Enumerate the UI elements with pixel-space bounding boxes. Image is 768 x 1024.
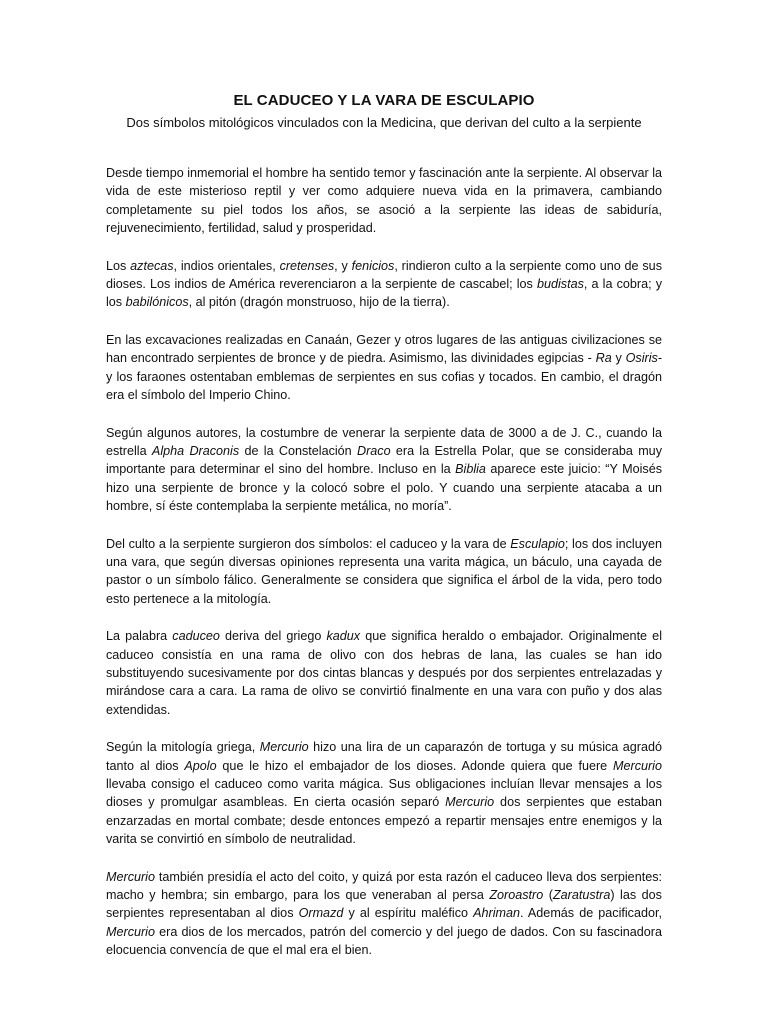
- document-body: [106, 164, 662, 959]
- italic-term: babilónicos: [125, 295, 189, 310]
- text-run: ; los dos incluyen una vara, que según diversas opiniones representa una varita mágica, un báculo, una cayada de pastor o un símbolo fálico. Generalmente se considera que significa el árbol de la vida, pero todo esto pertenece a la mitología.: [106, 536, 663, 606]
- text-run: Los: [106, 258, 131, 273]
- body-paragraph: [106, 627, 662, 718]
- body-paragraph: [106, 535, 662, 608]
- text-run: dos serpientes que estaban enzarzadas en mortal combate; desde entonces empezó a repartir mensajes entre enemigos y la varita se convirtió en símbolo de neutralidad.: [106, 795, 663, 846]
- document-page: [106, 92, 662, 979]
- italic-term: Mercurio: [106, 924, 155, 939]
- document-subtitle: Dos símbolos mitológicos vinculados con la Medicina, que derivan del culto a la serpiente: [126, 115, 642, 130]
- text-run: Según algunos autores, la costumbre de venerar la serpiente data de 3000 a de J. C., cuando la estrella: [106, 425, 662, 459]
- italic-term: fenicios: [351, 258, 395, 273]
- text-run: , a la cobra; y los: [106, 276, 662, 310]
- italic-term: cretenses: [279, 258, 335, 273]
- text-run: que significa heraldo o embajador. Originalmente el caduceo consistía en una rama de olivo con dos hebras de lana, las cuales se han ido substituyendo sucesivamente por dos cintas blancas y después por dos serpientes entrelazadas y mirándose cara a cara. La rama de olivo se convirtió finalmente en una vara con puño y dos alas extendidas.: [106, 629, 662, 717]
- italic-term: caduceo: [172, 629, 220, 644]
- text-run: era la Estrella Polar, que se consideraba muy importante para determinar el sino del hombre. Incluso en la: [106, 444, 662, 477]
- italic-term: Zaratustra: [552, 888, 611, 902]
- text-run: que le hizo el embajador de los dioses. Adonde quiera que fuere: [216, 758, 613, 773]
- italic-term: Mercurio: [445, 795, 495, 810]
- body-paragraph: [106, 331, 662, 404]
- text-run: . Además de pacificador,: [520, 906, 662, 921]
- text-run: aparece este juicio: “Y Moisés hizo una serpiente de bronce y la colocó sobre el polo. Y cuando una serpiente atacaba a un hombre, sí éste contemplaba la serpiente metálica, no moría”.: [106, 462, 663, 513]
- text-run: Según la mitología griega,: [106, 740, 260, 755]
- text-run: también presidía el acto del coito, y quizá por esta razón el caduceo lleva dos serpientes: macho y hembra; sin embargo, para los que veneraban al persa: [106, 869, 662, 902]
- text-run: ) las dos serpientes representaban al dios: [106, 888, 662, 921]
- text-run: , y: [334, 258, 352, 273]
- text-run: Del culto a la serpiente surgieron dos símbolos: el caduceo y la vara de: [106, 536, 511, 551]
- italic-term: Apolo: [184, 758, 217, 773]
- text-run: (: [543, 888, 553, 902]
- text-run: hizo una lira de un caparazón de tortuga y su música agradó tanto al dios: [106, 740, 662, 773]
- italic-term: Ra: [595, 351, 612, 366]
- text-run: llevaba consigo el caduceo como varita mágica. Sus obligaciones incluían llevar mensajes a los dioses y promulgar asambleas. En cierta ocasión separó: [106, 777, 662, 810]
- text-run: era dios de los mercados, patrón del comercio y del juego de dados. Con su fascinadora elocuencia convencía de que el mal era el bien.: [106, 924, 662, 957]
- body-paragraph: [106, 424, 662, 515]
- italic-term: Osiris: [625, 351, 658, 366]
- italic-term: Esculapio: [510, 536, 565, 551]
- italic-term: Zoroastro: [489, 888, 544, 902]
- italic-term: Mercurio: [613, 758, 662, 773]
- italic-term: budistas: [536, 276, 584, 291]
- italic-term: Mercurio: [259, 740, 309, 755]
- text-run: , rindieron culto a la serpiente como uno de sus dioses. Los indios de América reverenciaron a la serpiente de cascabel; los: [106, 258, 662, 291]
- text-run: y: [611, 351, 626, 366]
- italic-term: Mercurio: [106, 869, 155, 884]
- italic-term: Biblia: [455, 462, 486, 477]
- text-run: , al pitón (dragón monstruoso, hijo de la tierra).: [188, 295, 450, 310]
- italic-term: Ormazd: [298, 906, 344, 921]
- text-run: deriva del griego: [219, 629, 327, 644]
- italic-term: aztecas: [130, 258, 174, 273]
- body-paragraph: [106, 868, 662, 959]
- text-run: , indios orientales,: [173, 258, 280, 273]
- text-run: - y los faraones ostentaban emblemas de serpientes en sus cofias y tocados. En cambio, el dragón era el símbolo del Imperio Chino.: [106, 351, 663, 402]
- italic-term: kadux: [326, 629, 361, 644]
- italic-term: Ahriman: [473, 906, 521, 921]
- italic-term: Draco: [357, 444, 391, 459]
- body-paragraph: [106, 257, 662, 312]
- italic-term: Alpha Draconis: [151, 444, 240, 459]
- text-run: En las excavaciones realizadas en Canaán, Gezer y otros lugares de las antiguas civilizaciones se han encontrado serpientes de bronce y de piedra. Asimismo, las divinidades egipcias -: [106, 333, 662, 366]
- text-run: La palabra: [106, 629, 173, 644]
- body-paragraph: [106, 164, 662, 237]
- text-run: de la Constelación: [239, 444, 357, 459]
- text-run: y al espíritu maléfico: [343, 906, 474, 921]
- document-title: EL CADUCEO Y LA VARA DE ESCULAPIO: [233, 92, 535, 109]
- body-paragraph: [106, 738, 662, 848]
- text-run: Desde tiempo inmemorial el hombre ha sentido temor y fascinación ante la serpiente. Al observar la vida de este misterioso reptil y ver como adquiere nueva vida en la primavera, cambiando completamente su piel todos los años, se asoció a la serpiente las ideas de sabiduría, rejuvenecimiento, fertilidad, salud y prosperidad.: [106, 166, 662, 235]
